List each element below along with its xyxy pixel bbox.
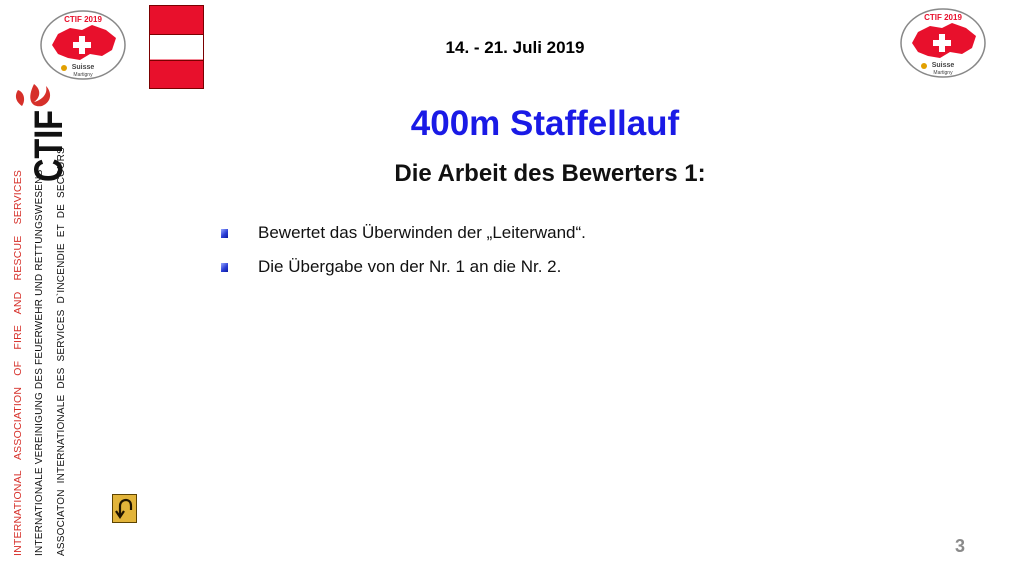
bullet-text: Die Übergabe von der Nr. 1 an die Nr. 2. [258,257,562,276]
ctif-2019-logo-right [900,8,986,78]
badge-line2: Martigny [73,72,93,78]
badge-line1: Suisse [931,62,955,69]
flame-icon [16,84,50,106]
bullet-item [220,222,586,256]
slide-title: 400m Staffellauf [410,104,680,143]
austria-flag-icon [149,5,204,89]
badge-title: CTIF 2019 [64,15,102,24]
ctif-2019-logo-left [40,10,126,80]
org-name-en: INTERNATIONAL ASSOCIATION OF FIRE AND RESCUE SERVICES [12,169,24,556]
bullet-list [220,222,586,290]
square-bullet-icon [221,263,228,272]
return-button[interactable] [112,494,137,523]
event-date: 14. - 21. Juli 2019 [445,38,585,57]
badge-line2: Martigny [933,70,953,76]
page-number: 3 [955,536,966,556]
badge-title: CTIF 2019 [924,13,962,22]
slide-subtitle: Die Arbeit des Bewerters 1: [394,160,706,187]
brand-text: CTIF [27,93,71,182]
return-arrow-icon [115,498,134,519]
bullet-text: Bewertet das Überwinden der „Leiterwand“. [258,223,586,242]
org-name-de: INTERNATIONALE VEREINIGUNG DES FEUERWEHR UND RETTUNGSWESENS [34,169,45,556]
badge-line1: Suisse [71,64,95,71]
bullet-item [220,256,586,290]
org-name-fr: ASSOCIATON INTERNATIONALE DES SERVICES D`INCENDIE ET DE SECOURS [56,147,67,556]
square-bullet-icon [221,229,228,238]
